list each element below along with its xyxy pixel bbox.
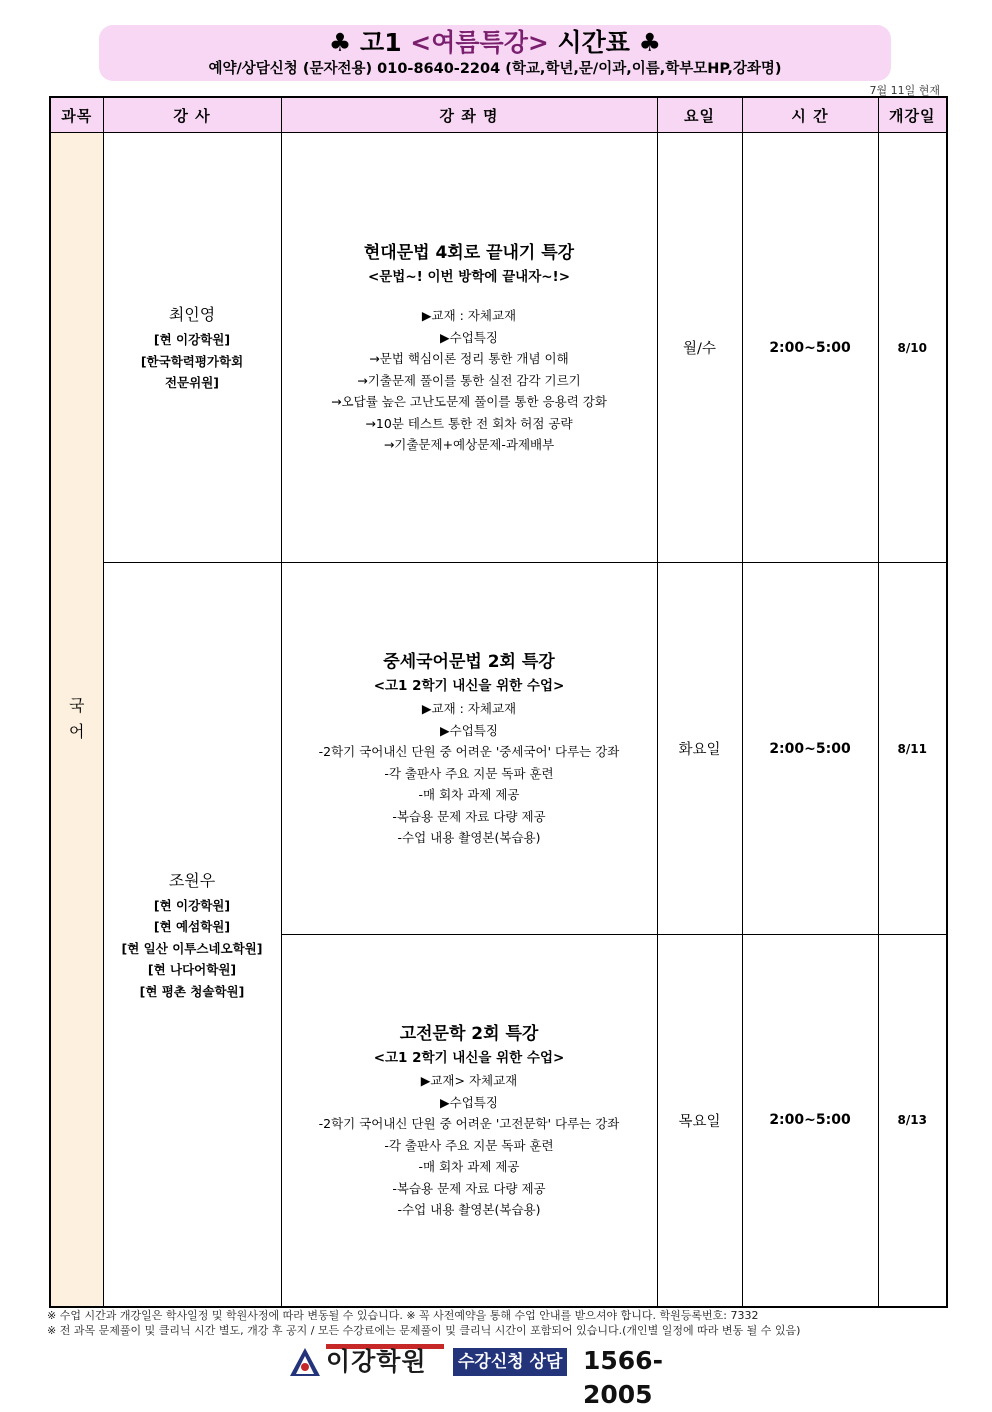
col-subject: 과목 (50, 97, 103, 133)
header-row (50, 97, 947, 133)
contact-subtitle: 예약/상담신청 (문자전용) 010-8640-2204 (학교,학년,문/이과,이름,학부모HP,강좌명) (208, 61, 782, 77)
course-subtitle: <고1 2학기 내신을 위한 수업> (373, 1050, 565, 1066)
course-line: -2학기 국어내신 단원 중 어려운 '고전문학' 다루는 강좌 (318, 1116, 620, 1131)
table-row (50, 563, 947, 935)
course-cell (281, 133, 657, 563)
course-day: 월/수 (657, 133, 742, 563)
title-right: 시간표 ♣ (548, 28, 662, 57)
subject-char: 어 (69, 722, 85, 742)
phone-number: 1566-2005 (583, 1346, 663, 1409)
course-line: -수업 내용 촬영본(복습용) (397, 1202, 541, 1217)
course-open-date: 8/10 (878, 133, 947, 563)
course-line: ▶수업특징 (440, 329, 498, 345)
course-time: 2:00~5:00 (742, 935, 878, 1307)
teacher-credential: 전문위원] (164, 375, 219, 391)
course-title: 고전문학 2회 특강 (399, 1024, 539, 1044)
col-teacher: 강 사 (103, 97, 281, 133)
teacher-name: 조원우 (168, 870, 216, 890)
course-line: ▶수업특징 (440, 722, 498, 738)
title-highlight: <여름특강> (410, 28, 549, 57)
course-line: →기출문제+예상문제-과제배부 (383, 437, 555, 453)
course-title: 중세국어문법 2회 특강 (383, 652, 555, 673)
footnote: ※ 수업 시간과 개강일은 학사일정 및 학원사정에 따라 변동될 수 있습니다. ※ 꼭 사전예약을 통해 수업 안내를 받으셔야 합니다. 학원등록번호: 7332 (47, 1309, 759, 1322)
course-day: 목요일 (657, 935, 742, 1307)
academy-name: 이강학원 (326, 1347, 427, 1376)
course-time: 2:00~5:00 (742, 563, 878, 935)
course-title: 현대문법 4회로 끝내기 특강 (363, 243, 575, 264)
title-banner (99, 25, 891, 81)
teacher-credential: [현 이강학원] (153, 897, 231, 913)
course-line: ▶수업특징 (440, 1094, 498, 1110)
footnote: ※ 전 과목 문제풀이 및 클리닉 시간 별도, 개강 후 공지 / 모든 수강료에는 문제풀이 및 클리닉 시간이 포함되어 있습니다.(개인별 일정에 따라 변동 될 수 있음) (47, 1324, 801, 1337)
course-line: -각 출판사 주요 지문 독파 훈련 (384, 1137, 554, 1153)
course-open-date: 8/13 (878, 935, 947, 1307)
col-course: 강 좌 명 (281, 97, 657, 133)
course-line: -각 출판사 주요 지문 독파 훈련 (384, 765, 554, 781)
col-time: 시 간 (742, 97, 878, 133)
course-line: ▶교재 : 자체교재 (421, 308, 517, 324)
teacher-credential: [현 평촌 청솔학원] (139, 983, 245, 999)
course-subtitle: <문법~! 이번 방학에 끝내자~!> (367, 269, 571, 286)
page-title (99, 27, 891, 59)
subject-char: 국 (69, 696, 85, 716)
course-line: -2학기 국어내신 단원 중 어려운 '중세국어' 다루는 강좌 (318, 744, 620, 760)
course-day: 화요일 (657, 563, 742, 935)
course-line: -복습용 문제 자료 다량 제공 (392, 1180, 546, 1196)
course-line: ▶교재 : 자체교재 (421, 701, 517, 717)
enroll-consult-badge: 수강신청 상담 (453, 1348, 567, 1376)
academy-logo-icon (288, 1346, 322, 1380)
course-line: -수업 내용 촬영본(복습용) (397, 830, 541, 846)
teacher-cell (103, 133, 281, 563)
teacher-credential: [현 일산 이투스네오학원] (121, 940, 263, 956)
timetable (49, 96, 948, 1308)
course-line: →오답률 높은 고난도문제 풀이를 통한 응용력 강화 (331, 394, 607, 410)
course-time: 2:00~5:00 (742, 133, 878, 563)
course-cell (281, 563, 657, 935)
course-line: →10분 테스트 통한 전 회차 허점 공략 (365, 415, 573, 431)
table-row (50, 133, 947, 563)
academy-footer (288, 1344, 708, 1409)
course-line: →기출문제 풀이를 통한 실전 감각 기르기 (357, 372, 581, 388)
course-line: -매 회차 과제 제공 (418, 787, 520, 803)
as-of-date: 7월 11일 현재 (869, 84, 940, 97)
col-open-date: 개강일 (878, 97, 947, 133)
title-left: ♣ 고1 (328, 28, 411, 57)
footnotes (47, 1308, 947, 1338)
course-line: -매 회차 과제 제공 (418, 1159, 520, 1174)
teacher-credential: [현 예섬학원] (153, 919, 231, 934)
subject-cell (50, 133, 103, 1307)
course-subtitle: <고1 2학기 내신을 위한 수업> (373, 678, 565, 695)
teacher-credential: [현 나다어학원] (147, 962, 237, 977)
teacher-credential: [한국학력평가학회 (140, 353, 244, 369)
course-line: ▶교재> 자체교재 (420, 1073, 518, 1088)
course-cell (281, 935, 657, 1307)
teacher-name: 최인영 (168, 305, 216, 325)
teacher-credential: [현 이강학원] (153, 332, 231, 348)
course-line: -복습용 문제 자료 다량 제공 (392, 808, 546, 824)
col-day: 요일 (657, 97, 742, 133)
course-open-date: 8/11 (878, 563, 947, 935)
teacher-cell (103, 563, 281, 1307)
course-line: →문법 핵심이론 정리 통한 개념 이해 (369, 351, 569, 367)
